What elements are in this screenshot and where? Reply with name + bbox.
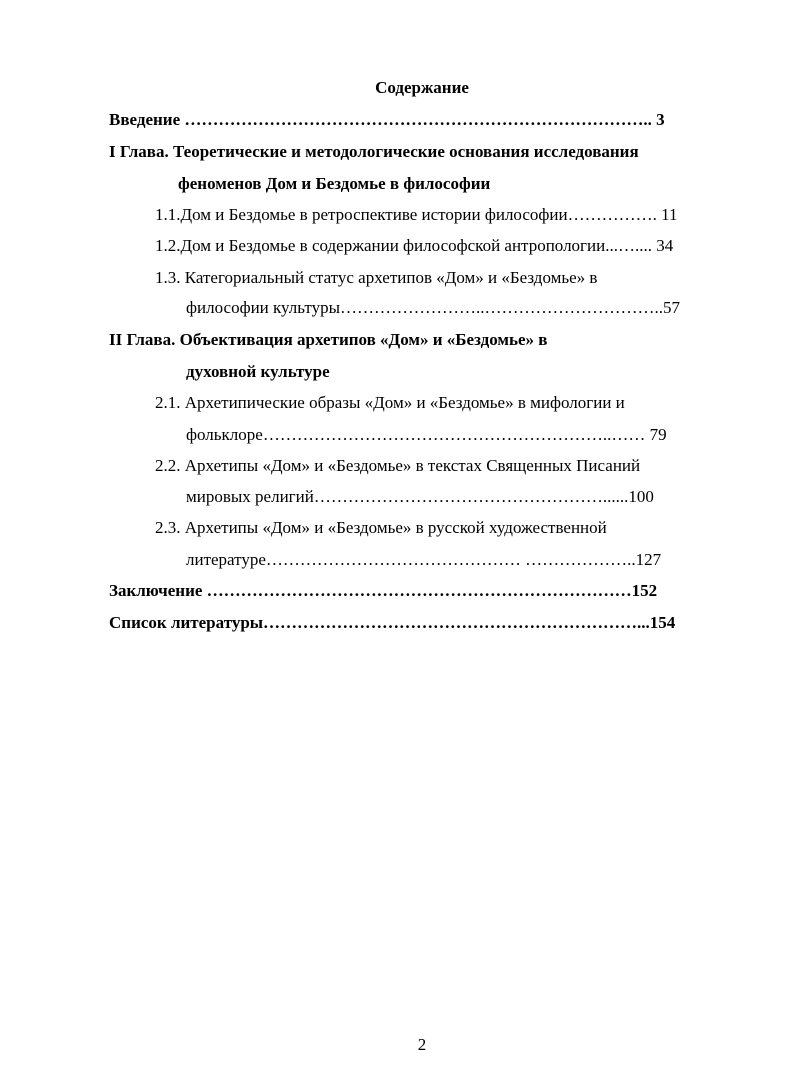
toc-section-1-3-line-2: философии культуры……………………..…………………………..57 xyxy=(186,298,681,317)
toc-entry-introduction: Введение ……………………………………………………………………….. 3 xyxy=(109,110,665,129)
page-number: 2 xyxy=(417,1035,427,1054)
toc-chapter-2-line-1: II Глава. Объективация архетипов «Дом» и «Бездомье» в xyxy=(109,330,548,349)
toc-section-1-1: 1.1.Дом и Бездомье в ретроспективе истории философии……………. 11 xyxy=(155,205,678,224)
toc-section-2-1-line-1: 2.1. Архетипические образы «Дом» и «Бездомье» в мифологии и xyxy=(155,393,625,412)
toc-entry-conclusion: Заключение …………………………………………………………………152 xyxy=(109,581,658,600)
toc-chapter-1-line-2: феноменов Дом и Бездомье в философии xyxy=(178,174,491,193)
toc-section-2-2-line-1: 2.2. Архетипы «Дом» и «Бездомье» в текстах Священных Писаний xyxy=(155,456,641,475)
toc-chapter-2-line-2: духовной культуре xyxy=(186,362,330,381)
toc-section-1-2: 1.2.Дом и Бездомье в содержании философской антропологии...….... 34 xyxy=(155,236,674,255)
toc-entry-references: Список литературы…………………………………………………………...154 xyxy=(109,613,676,632)
page-title: Содержание xyxy=(375,78,469,97)
toc-section-2-3-line-2: литературе……………………………………… ………………..127 xyxy=(186,550,662,569)
toc-section-2-2-line-2: мировых религий……………………………………………......100 xyxy=(186,487,654,506)
toc-section-1-3-line-1: 1.3. Категориальный статус архетипов «Дом» и «Бездомье» в xyxy=(155,268,598,287)
toc-section-2-3-line-1: 2.3. Архетипы «Дом» и «Бездомье» в русской художественной xyxy=(155,518,607,537)
toc-chapter-1-line-1: I Глава. Теоретические и методологические основания исследования xyxy=(109,142,639,161)
toc-section-2-1-line-2: фольклоре……………………………………………………..…… 79 xyxy=(186,425,667,444)
